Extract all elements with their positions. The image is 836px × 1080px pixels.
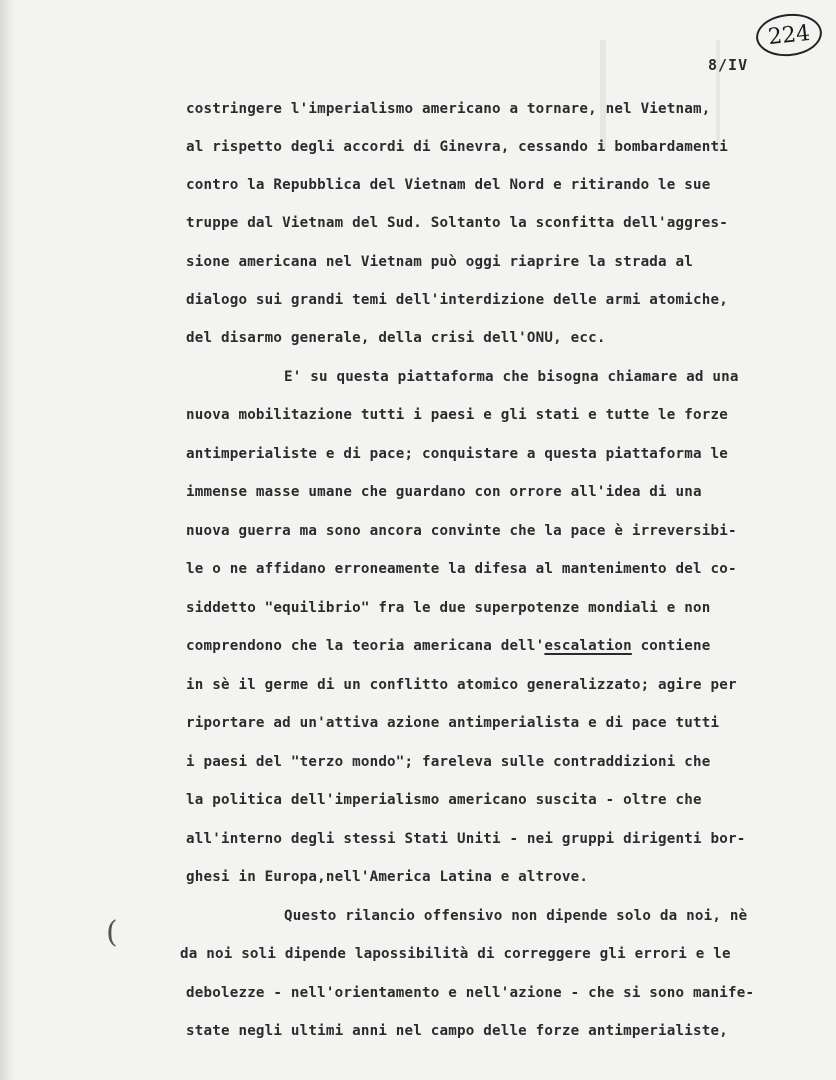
text-line-16: in sè il germe di un conflitto atomico generalizzato; agire per [186, 677, 737, 693]
text-line-1: costringere l'imperialismo americano a tornare, nel Vietnam, [186, 101, 711, 117]
text-line-12: nuova guerra ma sono ancora convinte che la pace è irreversibi- [186, 523, 737, 539]
text-line-15 [186, 636, 711, 656]
text-line-9: nuova mobilitazione tutti i paesi e gli stati e tutte le forze [186, 407, 728, 423]
text-line-21: ghesi in Europa,nell'America Latina e altrove. [186, 869, 589, 885]
text-line-15-start: comprendono che la teoria americana dell' [186, 638, 545, 654]
text-line-10: antimperialiste e di pace; conquistare a questa piattaforma le [186, 446, 728, 462]
page-reference: 8/IV [708, 56, 749, 74]
stamp-number: 224 [766, 20, 812, 50]
text-line-23: da noi soli dipende lapossibilità di correggere gli errori e le [180, 946, 731, 962]
text-line-3: contro la Repubblica del Vietnam del Nord e ritirando le sue [186, 177, 711, 193]
text-line-13: le o ne affidano erroneamente la difesa al mantenimento del co- [186, 561, 737, 577]
text-line-18: i paesi del "terzo mondo"; fareleva sulle contraddizioni che [186, 754, 711, 770]
text-line-22: Questo rilancio offensivo non dipende solo da noi, nè [284, 908, 748, 924]
text-line-2: al rispetto degli accordi di Ginevra, cessando i bombardamenti [186, 139, 728, 155]
text-line-5: sione americana nel Vietnam può oggi riaprire la strada al [186, 254, 694, 270]
text-line-24: debolezze - nell'orientamento e nell'azione - che si sono manife- [186, 985, 755, 1001]
text-line-6: dialogo sui grandi temi dell'interdizione delle armi atomiche, [186, 292, 728, 308]
text-line-17: riportare ad un'attiva azione antimperialista e di pace tutti [186, 715, 720, 731]
text-line-19: la politica dell'imperialismo americano suscita - oltre che [186, 792, 702, 808]
text-line-8: E' su questa piattaforma che bisogna chiamare ad una [284, 369, 739, 385]
underlined-term: escalation [544, 638, 632, 654]
text-line-25: state negli ultimi anni nel campo delle forze antimperialiste, [186, 1023, 728, 1039]
text-line-14: siddetto "equilibrio" fra le due superpotenze mondiali e non [186, 600, 711, 616]
bleed-through-marks [600, 40, 720, 150]
text-line-20: all'interno degli stessi Stati Uniti - nei gruppi dirigenti bor- [186, 831, 746, 847]
text-line-15-end: contiene [631, 638, 711, 654]
archive-page-stamp [754, 11, 824, 60]
text-line-7: del disarmo generale, della crisi dell'ONU, ecc. [186, 330, 606, 346]
margin-pencil-mark: ( [106, 915, 118, 950]
scan-edge-shadow [0, 0, 14, 1080]
text-line-11: immense masse umane che guardano con orrore all'idea di una [186, 484, 702, 500]
text-line-4: truppe dal Vietnam del Sud. Soltanto la sconfitta dell'aggres- [186, 215, 728, 231]
